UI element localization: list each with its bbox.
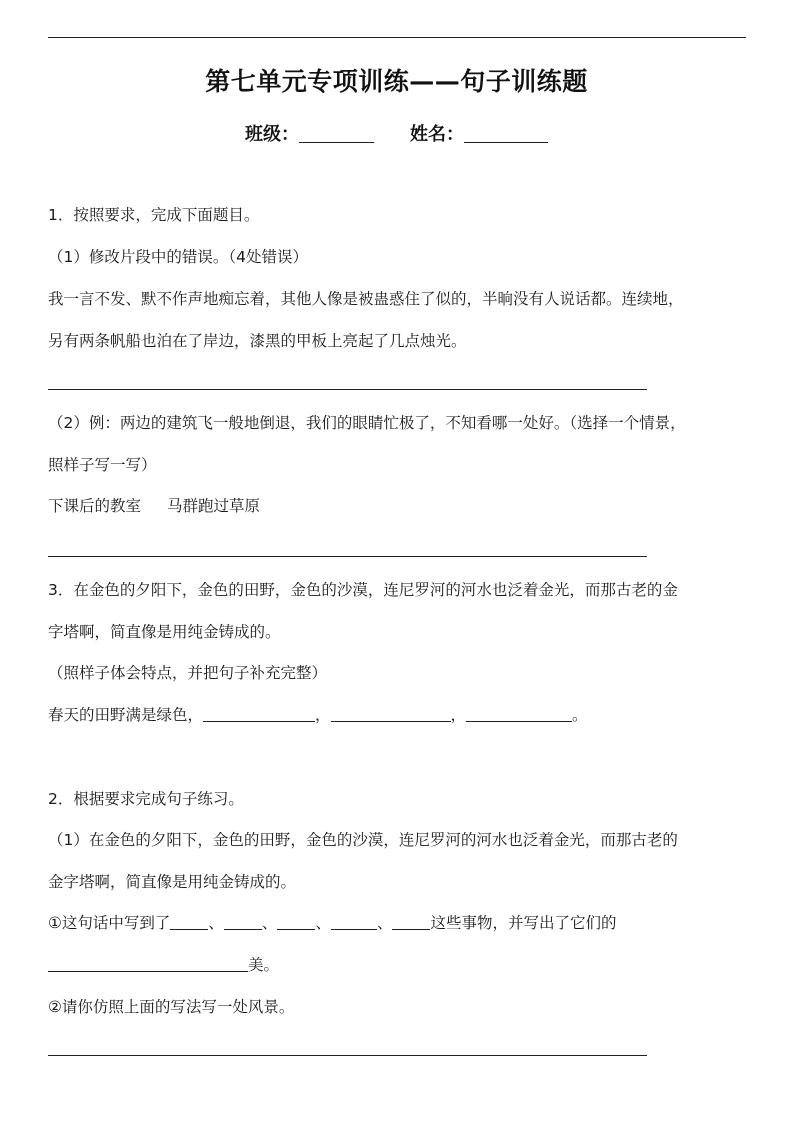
- q1-part2-line1: （2）例：两边的建筑飞一般地倒退，我们的眼睛忙极了，不知看哪一处好。（选择一个情景，: [48, 414, 686, 432]
- q2-heading: 2．根据要求完成句子练习。: [48, 790, 244, 808]
- q2-sub1-tail: [48, 954, 748, 976]
- q3-fill-sentence: [48, 704, 748, 726]
- q3-blank-1[interactable]: [203, 706, 315, 722]
- q3-line1: 3．在金色的夕阳下，金色的田野，金色的沙漠，连尼罗河的河水也泛着金光，而那古老的金: [48, 581, 678, 599]
- q1-part2-line2: 照样子写一写）: [48, 456, 157, 474]
- q3-line2: 字塔啊，简直像是用纯金铸成的。: [48, 623, 281, 641]
- q2-sub2: ②请你仿照上面的写法写一处风景。: [48, 998, 295, 1016]
- q2-blank-1[interactable]: [170, 914, 208, 930]
- top-rule: [48, 37, 746, 38]
- comma: ，: [315, 706, 331, 724]
- dun-mark: 、: [208, 914, 224, 932]
- q1-part2-answer-line[interactable]: [48, 556, 647, 557]
- q3-instruction: （照样子体会特点，并把句子补充完整）: [48, 664, 328, 682]
- q1-part1-text-line1: 我一言不发、默不作声地痴忘着，其他人像是被蛊惑住了似的，半晌没有人说话都。连续地，: [48, 290, 684, 308]
- dun-mark: 、: [315, 914, 331, 932]
- q1-heading: 1．按照要求，完成下面题目。: [48, 206, 260, 224]
- dun-mark: 、: [261, 914, 278, 932]
- student-info: [0, 120, 793, 146]
- q3-blank-2[interactable]: [331, 706, 451, 722]
- name-label: 姓名：: [410, 124, 464, 145]
- q2-blank-4[interactable]: [331, 914, 377, 930]
- q1-part1-text-line2: 另有两条帆船也泊在了岸边，漆黑的甲板上亮起了几点烛光。: [48, 332, 467, 350]
- q2-part1-line2: 金字塔啊，简直像是用纯金铸成的。: [48, 873, 297, 891]
- scene-horses: 马群跑过草原: [167, 497, 261, 515]
- page-title: 第七单元专项训练——句子训练题: [205, 67, 588, 96]
- q1-scenes: [48, 495, 748, 517]
- period: 。: [572, 706, 588, 724]
- q2-sub1: [48, 912, 748, 934]
- q2-sub1-end: 这些事物，并写出了它们的: [430, 914, 617, 932]
- comma: ，: [450, 706, 467, 724]
- q2-part1-line1: （1）在金色的夕阳下，金色的田野，金色的沙漠，连尼罗河的河水也泛着金光，而那古老的: [48, 831, 678, 849]
- scene-classroom: 下课后的教室: [48, 497, 142, 515]
- class-blank[interactable]: [299, 124, 374, 143]
- q2-blank-5[interactable]: [392, 914, 430, 930]
- class-label: 班级：: [245, 124, 299, 145]
- q3-blank-3[interactable]: [466, 706, 572, 722]
- q2-blank-6[interactable]: [48, 956, 248, 972]
- q2-sub2-answer-line[interactable]: [48, 1055, 647, 1056]
- name-blank[interactable]: [464, 124, 548, 143]
- q3-prompt: 春天的田野满是绿色，: [48, 706, 204, 724]
- q2-blank-2[interactable]: [224, 914, 262, 930]
- q1-part1-answer-line[interactable]: [48, 389, 647, 390]
- q1-part1-heading: （1）修改片段中的错误。（4处错误）: [48, 248, 308, 266]
- q2-blank-3[interactable]: [277, 914, 315, 930]
- q2-sub1-tail-text: 美。: [248, 956, 280, 974]
- dun-mark: 、: [376, 914, 393, 932]
- q2-sub1-start: ①这句话中写到了: [48, 914, 171, 932]
